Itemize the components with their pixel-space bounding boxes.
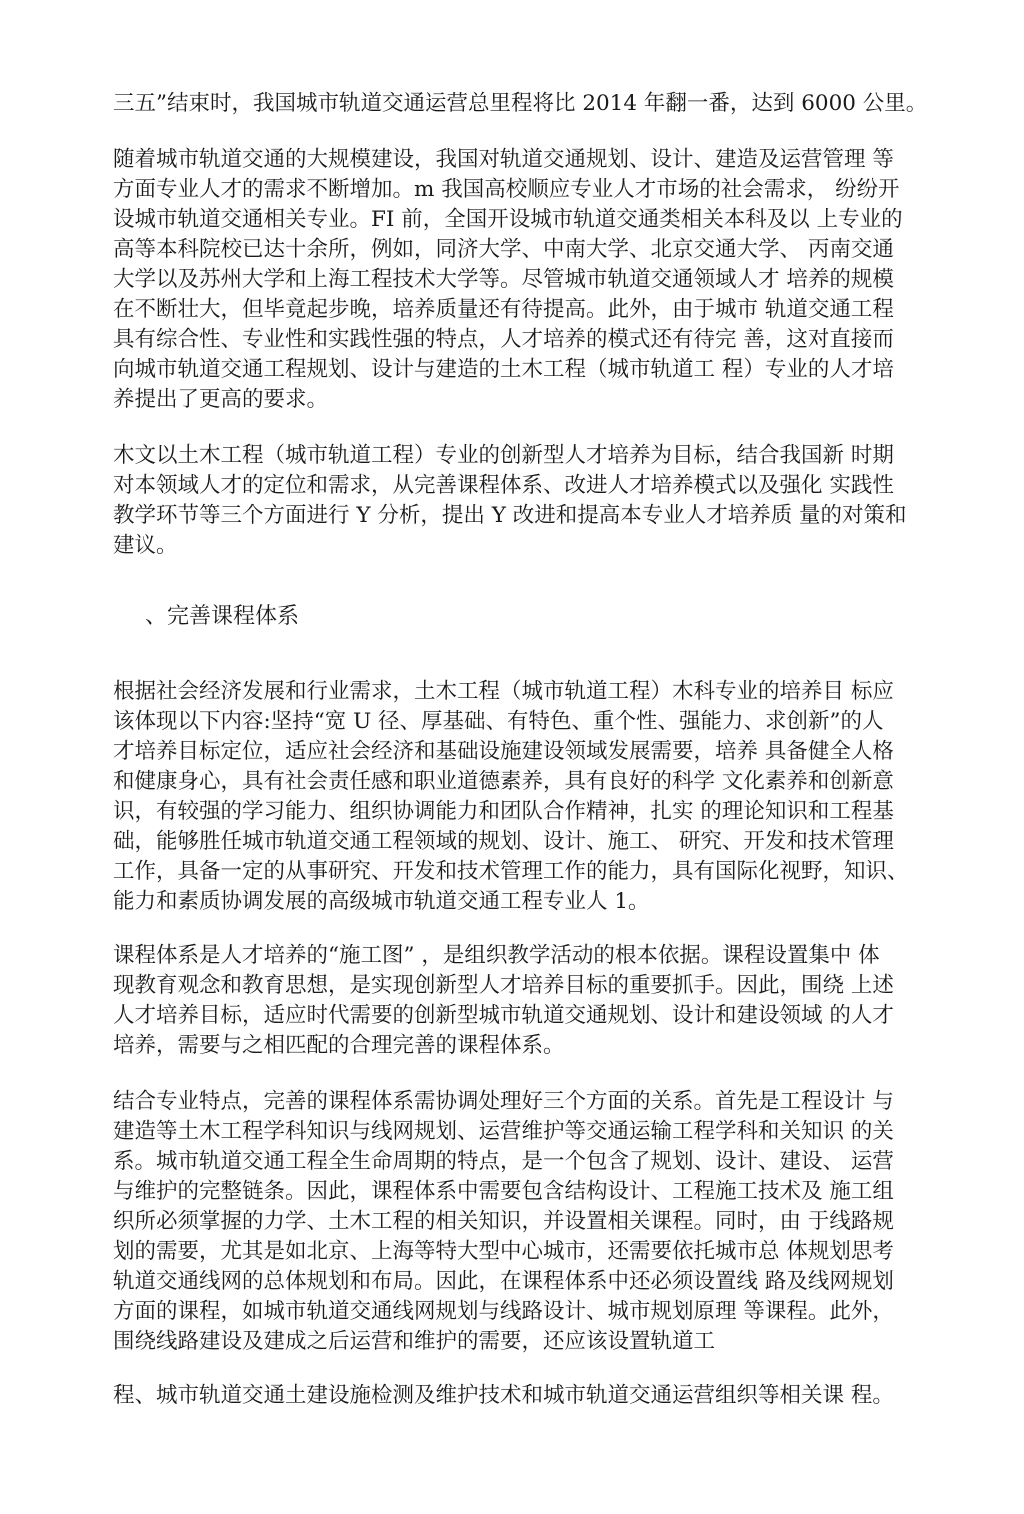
paragraph-5-line-4: 织所必须掌握的力学、土木工程的相关知识，并设置相关课程。同时，由 于线路规: [113, 1209, 894, 1234]
paragraph-4-line-1: 现教育观念和教育思想，是实现创新型人才培养目标的重要抓手。因此，围绕 上述: [113, 973, 894, 998]
paragraph-0-line-0: 三五”结束时，我国城市轨道交通运营总里程将比 2014 年翻一番，达到 6000 公里。: [113, 91, 928, 116]
paragraph-3-line-1: 该体现以下内容:坚持“宽 U 径、厚基础、有特色、重个性、强能力、求创新”的人: [113, 709, 884, 734]
paragraph-3-line-0: 根据社会经济发展和行业需求，土木工程（城市轨道工程）木科专业的培养目 标应: [113, 679, 894, 704]
paragraph-2-line-0: 木文以土木工程（城市轨道工程）专业的创新型人才培养为目标，结合我国新 时期: [113, 443, 894, 468]
paragraph-3-line-2: 才培养目标定位，适应社会经济和基础设施建设领域发展需要，培养 具备健全人格: [113, 739, 894, 764]
paragraph-5-line-8: 围绕线路建设及建成之后运营和维护的需要，还应该设置轨道工: [113, 1329, 716, 1354]
paragraph-1-line-3: 高等本科院校已达十余所，例如，同济大学、中南大学、北京交通大学、 丙南交通: [113, 237, 894, 262]
paragraph-1-line-0: 随着城市轨道交通的大规模建设，我国对轨道交通规划、设计、建造及运营管理 等: [113, 147, 894, 172]
paragraph-1-line-7: 向城市轨道交通工程规划、设计与建造的土木工程（城市轨道工 程）专业的人才培: [113, 357, 894, 382]
paragraph-5-line-3: 与维护的完整链条。因此，课程体系中需要包含结构设计、工程施工技术及 施工组: [113, 1179, 894, 1204]
paragraph-4-line-0: 课程体系是人才培养的“施工图” ，是组织教学活动的根本依据。课程设置集中 体: [113, 943, 880, 968]
paragraph-5-line-6: 轨道交通线网的总体规划和布局。因此，在课程体系中还必须设置线 路及线网规划: [113, 1269, 894, 1294]
paragraph-1-line-2: 设城市轨道交通相关专业。FI 前，全国开设城市轨道交通类相关本科及以 上专业的: [113, 207, 903, 232]
paragraph-5-line-2: 系。城市轨道交通工程全生命周期的特点，是一个包含了规划、设计、建设、 运营: [113, 1149, 894, 1174]
paragraph-5-line-5: 划的需要，尤其是如北京、上海等特大型中心城市，还需要依托城市总 体规划思考: [113, 1239, 894, 1264]
paragraph-4-line-2: 人才培养目标，适应时代需要的创新型城市轨道交通规划、设计和建设领域 的人才: [113, 1003, 894, 1028]
paragraph-1-line-8: 养提出了更高的要求。: [113, 387, 329, 412]
paragraph-2-line-3: 建议。: [113, 533, 178, 558]
paragraph-3-line-4: 识，有较强的学习能力、组织协调能力和团队合作精神，扎实 的理论知识和工程基: [113, 799, 894, 824]
paragraph-1-line-4: 大学以及苏州大学和上海工程技术大学等。尽管城市轨道交通领域人才 培养的规模: [113, 267, 894, 292]
paragraph-5-line-0: 结合专业特点，完善的课程体系需协调处理好三个方面的关系。首先是工程设计 与: [113, 1089, 894, 1114]
paragraph-2-line-2: 教学环节等三个方面进行 Y 分析，提出 Y 改进和提高本专业人才培养质 量的对策和: [113, 503, 907, 528]
paragraph-4-line-3: 培养，需要与之相匹配的合理完善的课程体系。: [113, 1033, 565, 1058]
paragraph-3-line-6: 工作，具备一定的从事研究、幵发和技术管理工作的能力，具有国际化视野，知识、: [113, 859, 909, 884]
paragraph-3-line-5: 础，能够胜任城市轨道交通工程领域的规划、设计、施工、 研究、开发和技术管理: [113, 829, 894, 854]
paragraph-5-line-7: 方面的课程，如城市轨道交通线网规划与线路设计、城市规划原理 等课程。此外，: [113, 1299, 894, 1324]
paragraph-1-line-1: 方面专业人才的需求不断增加。m 我国高校顺应专业人才市场的社会需求， 纷纷开: [113, 177, 900, 202]
paragraph-1-line-5: 在不断壮大，但毕竟起步晚，培养质量还有待提高。此外，由于城市 轨道交通工程: [113, 297, 894, 322]
paragraph-2-line-1: 对本领域人才的定位和需求，从完善课程体系、改进人才培养模式以及强化 实践性: [113, 473, 894, 498]
paragraph-5-line-1: 建造等土木工程学科知识与线网规划、运营维护等交通运输工程学科和关知识 的关: [113, 1119, 894, 1144]
paragraph-3-line-3: 和健康身心，具有社会责任感和职业道德素养，具有良好的科学 文化素养和创新意: [113, 769, 894, 794]
section-heading: 、完善课程体系: [145, 604, 300, 629]
paragraph-3-line-7: 能力和素质协调发展的高级城市轨道交通工程专业人 1。: [113, 889, 650, 914]
paragraph-6-line-0: 程、城市轨道交通土建设施检测及维护技术和城市轨道交通运营组织等相关课 程。: [113, 1383, 894, 1408]
paragraph-1-line-6: 具有综合性、专业性和实践性强的特点，人才培养的模式还有待完 善，这对直接而: [113, 327, 894, 352]
